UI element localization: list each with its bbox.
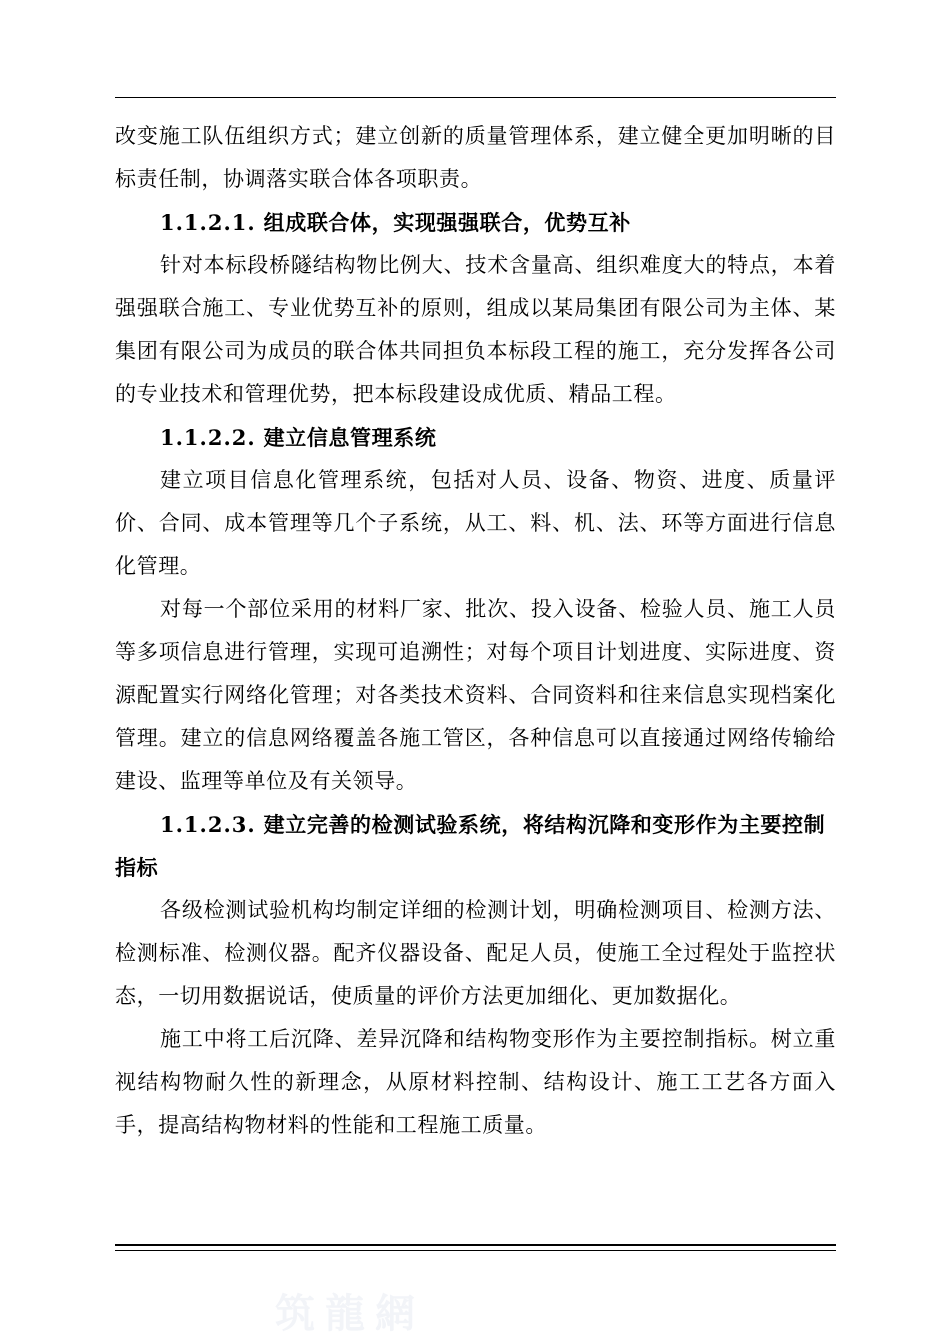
paragraph: 对每一个部位采用的材料厂家、批次、投入设备、检验人员、施工人员等多项信息进行管理，实现可追溯性；对每个项目计划进度、实际进度、资源配置实行网络化管理；对各类技术资料、合同资料和往来信息实现档案化管理。建立的信息网络覆盖各施工管区，各种信息可以直接通过网络传输给建设、监理等单位及有关领导。	[115, 597, 836, 793]
section-heading	[115, 803, 836, 889]
paragraph: 改变施工队伍组织方式；建立创新的质量管理体系，建立健全更加明晰的目标责任制，协调落实联合体各项职责。	[115, 124, 836, 191]
section-number: 1.1.2.1.	[160, 210, 256, 235]
footer-rule-thick	[115, 1244, 836, 1246]
paragraph: 建立项目信息化管理系统，包括对人员、设备、物资、进度、质量评价、合同、成本管理等几个子系统，从工、料、机、法、环等方面进行信息化管理。	[115, 468, 836, 578]
section-title: 组成联合体，实现强强联合，优势互补	[263, 210, 631, 235]
paragraph: 各级检测试验机构均制定详细的检测计划，明确检测项目、检测方法、检测标准、检测仪器。配齐仪器设备、配足人员，使施工全过程处于监控状态，一切用数据说话，使质量的评价方法更加细化、更加数据化。	[115, 898, 836, 1008]
watermark-logo: 筑龍網	[275, 1290, 425, 1337]
section-heading	[115, 416, 836, 459]
paragraph: 施工中将工后沉降、差异沉降和结构物变形作为主要控制指标。树立重视结构物耐久性的新理念，从原材料控制、结构设计、施工工艺各方面入手，提高结构物材料的性能和工程施工质量。	[115, 1027, 836, 1137]
footer-rule-thin	[115, 1250, 836, 1251]
header-rule	[115, 97, 836, 98]
paragraph: 针对本标段桥隧结构物比例大、技术含量高、组织难度大的特点，本着强强联合施工、专业优势互补的原则，组成以某局集团有限公司为主体、某集团有限公司为成员的联合体共同担负本标段工程的施工，充分发挥各公司的专业技术和管理优势，把本标段建设成优质、精品工程。	[115, 253, 836, 406]
section-heading	[115, 201, 836, 244]
section-number: 1.1.2.3.	[160, 812, 256, 837]
section-title: 建立信息管理系统	[263, 425, 437, 450]
section-number: 1.1.2.2.	[160, 425, 256, 450]
section-title: 建立完善的检测试验系统，将结构沉降和变形作为主要控制指标	[115, 812, 826, 880]
document-body	[115, 115, 836, 1147]
